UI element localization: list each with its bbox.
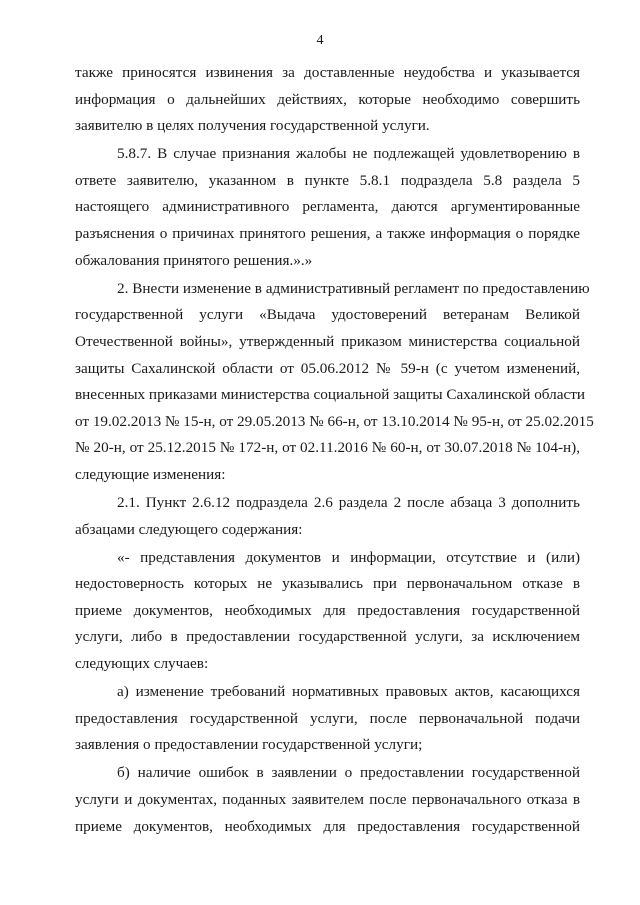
- text-line: также приносятся извинения за доставленные неудобства и указывается: [75, 64, 580, 81]
- text-line: услуги и документах, поданных заявителем после первоначального отказа в: [75, 791, 580, 809]
- text-line: недостоверность которых не указывались при первоначальном отказе в: [75, 575, 580, 593]
- paragraph-subitem-b: [75, 760, 580, 840]
- text-line: а) изменение требований нормативных правовых актов, касающихся: [117, 683, 580, 701]
- text-line: «- представления документов и информации, отсутствие и (или): [117, 548, 580, 566]
- paragraph-documents-clause: [75, 545, 580, 678]
- text-line: Отечественной войны», утвержденный приказом министерства социальной: [75, 332, 580, 350]
- paragraph-5-8-7: [75, 141, 580, 274]
- text-line: 5.8.7. В случае признания жалобы не подлежащей удовлетворению в: [117, 145, 580, 163]
- text-line: обжалования принятого решения.».»: [75, 251, 313, 269]
- text-line: следующие изменения:: [75, 465, 226, 483]
- text-line: приеме документов, необходимых для предоставления государственной: [75, 601, 580, 619]
- paragraph-item-2-1: [75, 490, 580, 543]
- document-body: [75, 60, 594, 840]
- text-line: защиты Сахалинской области от 05.06.2012 № 59-н (с учетом изменений,: [75, 359, 580, 377]
- text-line: заявления о предоставлении государственной услуги;: [75, 736, 423, 754]
- text-line: внесенных приказами министерства социальной защиты Сахалинской области: [75, 386, 585, 404]
- text-line: настоящего административного регламента, даются аргументированные: [75, 198, 580, 216]
- text-line: приеме документов, необходимых для предоставления государственной: [75, 817, 580, 835]
- page-number: 4: [316, 33, 324, 48]
- text-line: от 19.02.2013 № 15-н, от 29.05.2013 № 66-н, от 13.10.2014 № 95-н, от 25.02.2015: [75, 412, 594, 430]
- paragraph-subitem-a: [75, 679, 580, 759]
- text-line: 2. Внести изменение в административный регламент по предоставлению: [117, 279, 590, 297]
- paragraph-item-2: [75, 276, 594, 489]
- text-line: услуги, либо в предоставлении государственной услуги, за исключением: [75, 628, 580, 646]
- text-line: 2.1. Пункт 2.6.12 подраздела 2.6 раздела 2 после абзаца 3 дополнить: [117, 494, 580, 511]
- text-line: предоставления государственной услуги, после первоначальной подачи: [75, 709, 580, 727]
- text-line: № 20-н, от 25.12.2015 № 172-н, от 02.11.2016 № 60-н, от 30.07.2018 № 104-н),: [75, 439, 580, 457]
- text-line: заявителю в целях получения государственной услуги.: [75, 117, 430, 135]
- text-line: государственной услуги «Выдача удостоверений ветеранам Великой: [75, 306, 580, 324]
- paragraph-apology-continuation: [75, 60, 580, 140]
- text-line: ответе заявителю, указанном в пункте 5.8.1 подраздела 5.8 раздела 5: [75, 171, 580, 189]
- text-line: абзацами следующего содержания:: [75, 520, 303, 538]
- text-line: разъяснения о причинах принятого решения, а также информация о порядке: [75, 225, 580, 243]
- text-line: б) наличие ошибок в заявлении о предоставлении государственной: [117, 764, 580, 782]
- text-line: информация о дальнейших действиях, которые необходимо совершить: [75, 90, 580, 108]
- text-line: следующих случаев:: [75, 655, 209, 673]
